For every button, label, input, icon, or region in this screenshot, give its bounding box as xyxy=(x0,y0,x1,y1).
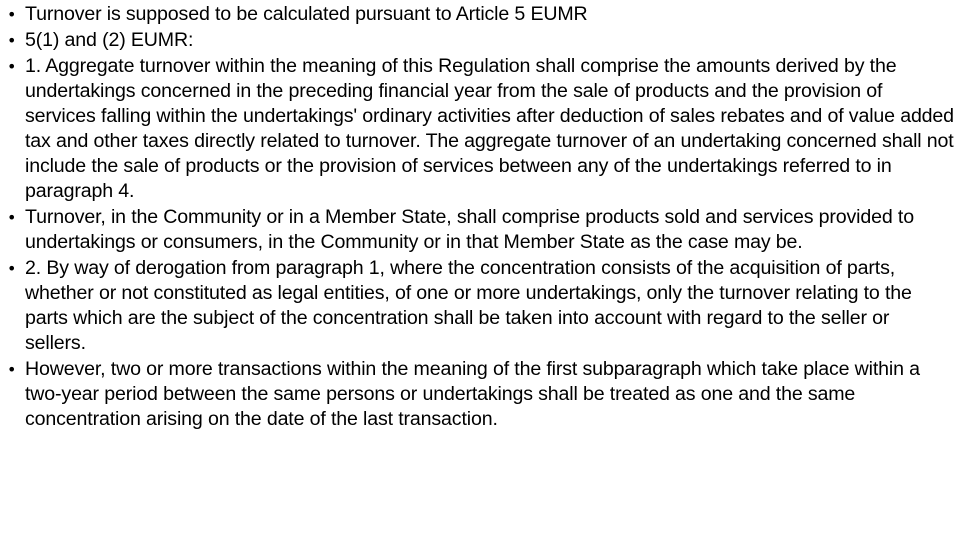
bullet-item xyxy=(6,256,954,356)
bullet-item xyxy=(6,28,954,53)
bullet-icon: • xyxy=(7,360,17,379)
bullet-text: 1. Aggregate turnover within the meaning of this Regulation shall comprise the amounts derived by the undertakings concerned in the preceding financial year from the sale of products and the provision of services falling within the undertakings' ordinary activities after deduction of sales rebates and of value added tax and other taxes directly related to turnover. The aggregate turnover of an undertaking concerned shall not include the sale of products or the provision of services between any of the undertakings referred to in paragraph 4. xyxy=(25,55,954,202)
bullet-icon: • xyxy=(7,208,17,227)
bullet-icon: • xyxy=(7,57,17,76)
bullet-item xyxy=(6,54,954,204)
bullet-text: However, two or more transactions within the meaning of the first subparagraph which take place within a two-year period between the same persons or undertakings shall be treated as one and the same concentration arising on the date of the last transaction. xyxy=(25,358,920,430)
bullet-item xyxy=(6,2,954,27)
bullet-text: Turnover is supposed to be calculated pursuant to Article 5 EUMR xyxy=(25,3,588,25)
bullet-list xyxy=(6,2,954,432)
bullet-item xyxy=(6,205,954,255)
bullet-text: Turnover, in the Community or in a Member State, shall comprise products sold and services provided to undertakings or consumers, in the Community or in that Member State as the case may be. xyxy=(25,206,914,253)
bullet-icon: • xyxy=(7,259,17,278)
bullet-text: 2. By way of derogation from paragraph 1, where the concentration consists of the acquisition of parts, whether or not constituted as legal entities, of one or more undertakings, only the turnover relating to the parts which are the subject of the concentration shall be taken into account with regard to the seller or sellers. xyxy=(25,257,912,354)
bullet-icon: • xyxy=(7,5,17,24)
bullet-text: 5(1) and (2) EUMR: xyxy=(25,29,194,51)
bullet-item xyxy=(6,357,954,432)
bullet-icon: • xyxy=(7,31,17,50)
